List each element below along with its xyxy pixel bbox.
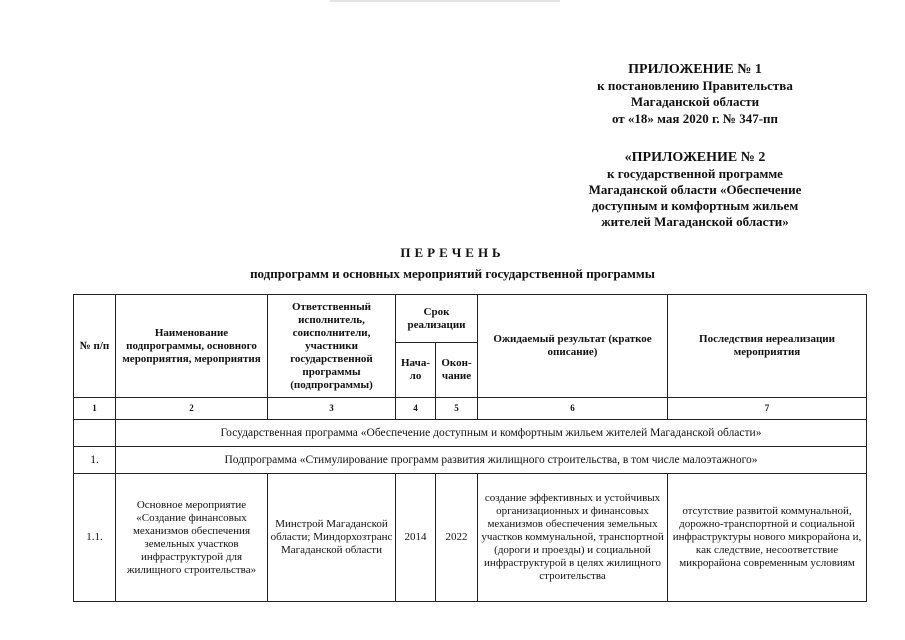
row-executor: Минстрой Магаданской области; Миндорхозтранс Магаданской области bbox=[268, 474, 396, 602]
appendix-2-line: жителей Магаданской области» bbox=[601, 214, 789, 229]
row-consequences: отсутствие развитой коммунальной, дорожно-транспортной и социальной инфраструктуры нового микрорайона и, как следствие, несоответствие микрорайона современным условиям bbox=[668, 474, 867, 602]
column-number: 4 bbox=[396, 398, 436, 420]
program-title: Государственная программа «Обеспечение доступным и комфортным жильем жителей Магаданской области» bbox=[116, 420, 867, 447]
subprogram-row bbox=[74, 447, 867, 474]
header-name: Наименование подпрограммы, основного мероприятия, мероприятия bbox=[116, 295, 268, 398]
header-term: Срок реализации bbox=[396, 295, 478, 343]
header-result: Ожидаемый результат (краткое описание) bbox=[478, 295, 668, 398]
document-subheading: подпрограмм и основных мероприятий государственной программы bbox=[250, 266, 655, 281]
appendix-1-date: от «18» мая 2020 г. № 347-пп bbox=[611, 111, 779, 126]
subprogram-num: 1. bbox=[74, 447, 116, 474]
program-row bbox=[74, 420, 867, 447]
header-end: Окон-чание bbox=[436, 343, 478, 398]
appendix-2-line: Магаданской области «Обеспечение bbox=[588, 182, 802, 197]
row-name: Основное мероприятие «Создание финансовых механизмов обеспечения земельных участков инфраструктурой для жилищного строительства» bbox=[116, 474, 268, 602]
column-number: 6 bbox=[478, 398, 668, 420]
table-header-row bbox=[74, 295, 867, 343]
header-executor: Ответственный исполнитель, соисполнители, участники государственной программы (подпрограммы) bbox=[268, 295, 396, 398]
column-number: 1 bbox=[74, 398, 116, 420]
column-number: 5 bbox=[436, 398, 478, 420]
header-num: № п/п bbox=[74, 295, 116, 398]
appendix-1-block bbox=[545, 62, 845, 127]
programs-table bbox=[73, 294, 867, 602]
document-heading: ПЕРЕЧЕНЬ bbox=[400, 245, 505, 260]
appendix-1-line: к постановлению Правительства bbox=[597, 78, 793, 93]
scan-artifact bbox=[330, 0, 560, 2]
column-number-row bbox=[74, 398, 867, 420]
appendix-1-line: Магаданской области bbox=[630, 94, 760, 109]
appendix-2-block bbox=[545, 150, 845, 230]
header-consequences: Последствия нереализации мероприятия bbox=[668, 295, 867, 398]
row-num: 1.1. bbox=[74, 474, 116, 602]
row-start: 2014 bbox=[396, 474, 436, 602]
appendix-1-title: ПРИЛОЖЕНИЕ № 1 bbox=[628, 62, 762, 77]
header-start: Нача-ло bbox=[396, 343, 436, 398]
program-num-cell bbox=[74, 420, 116, 447]
table-row bbox=[74, 474, 867, 602]
appendix-2-line: к государственной программе bbox=[607, 166, 783, 181]
subprogram-title: Подпрограмма «Стимулирование программ развития жилищного строительства, в том числе малоэтажного» bbox=[116, 447, 867, 474]
column-number: 7 bbox=[668, 398, 867, 420]
column-number: 2 bbox=[116, 398, 268, 420]
column-number: 3 bbox=[268, 398, 396, 420]
row-result: создание эффективных и устойчивых организационных и финансовых механизмов обеспечения земельных участков коммунальной, транспортной (дороги и проезды) и социальной инфраструктурой в целях жилищного строительства bbox=[478, 474, 668, 602]
row-end: 2022 bbox=[436, 474, 478, 602]
appendix-2-line: доступным и комфортным жильем bbox=[591, 198, 799, 213]
appendix-2-title: «ПРИЛОЖЕНИЕ № 2 bbox=[624, 150, 766, 165]
